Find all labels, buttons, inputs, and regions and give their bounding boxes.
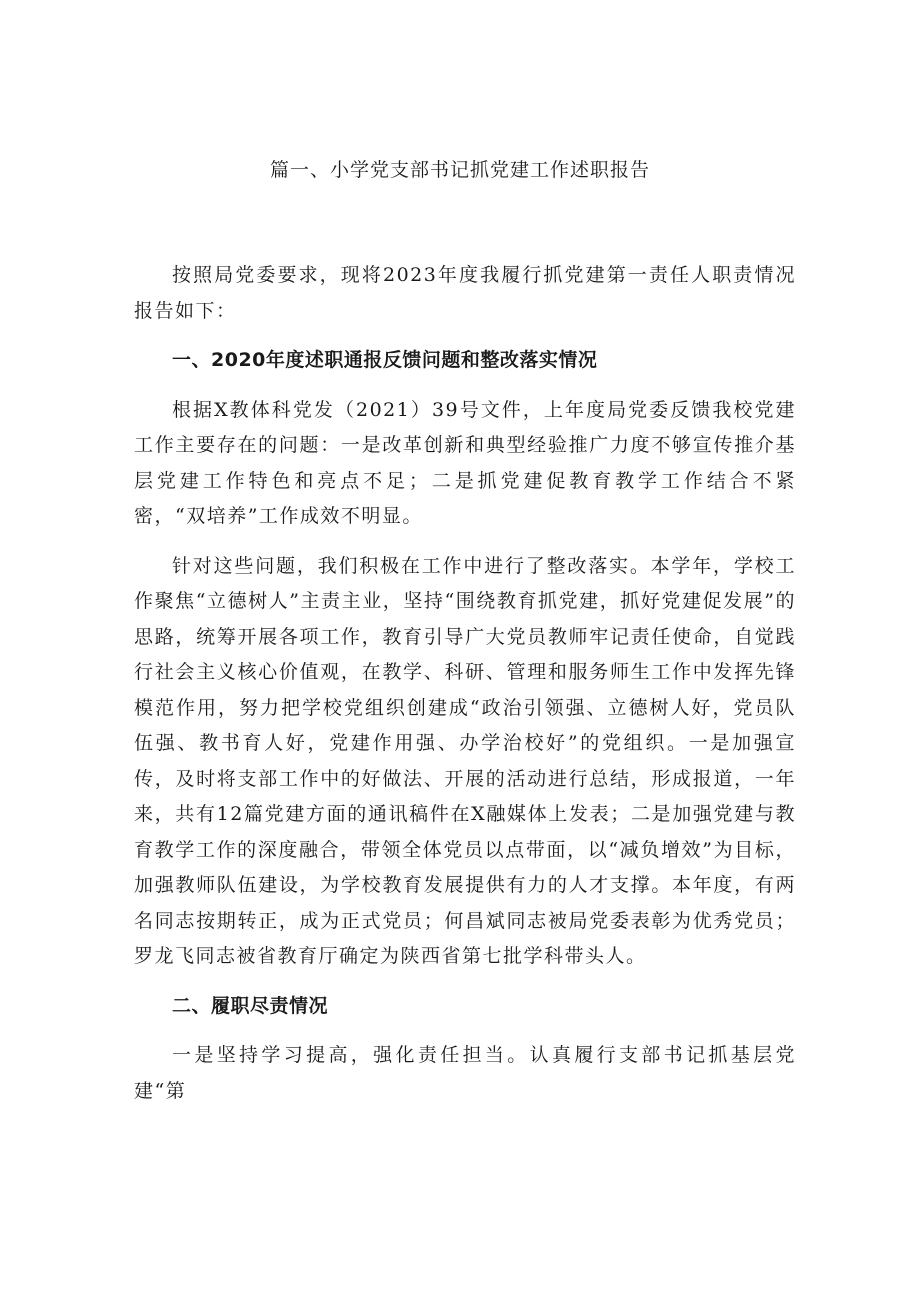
intro-paragraph: 按照局党委要求，现将2023年度我履行抓党建第一责任人职责情况报告如下：	[134, 264, 796, 322]
section2-heading: 二、履职尽责情况	[172, 994, 329, 1017]
section2-paragraph-1: 一是坚持学习提高，强化责任担当。认真履行支部书记抓基层党建“第	[134, 1044, 796, 1102]
section1-heading: 一、2020年度述职通报反馈问题和整改落实情况	[172, 349, 598, 371]
section1-paragraph-1: 根据X教体科党发（2021）39号文件，上年度局党委反馈我校党建工作主要存在的问题：一是改革创新和典型经验推广力度不够宣传推介基层党建工作特色和亮点不足；二是抓党建促教育教学工作结合不紧密，“双培养”工作成效不明显。	[134, 398, 796, 527]
document-body	[134, 258, 796, 1123]
section1-paragraph-2: 针对这些问题，我们积极在工作中进行了整改落实。本学年，学校工作聚焦“立德树人”主责主业，坚持“围绕教育抓党建，抓好党建促发展”的思路，统筹开展各项工作，教育引导广大党员教师牢记责任使命，自觉践行社会主义核心价值观，在教学、科研、管理和服务师生工作中发挥先锋模范作用，努力把学校党组织创建成“政治引领强、立德树人好，党员队伍强、教书育人好，党建作用强、办学治校好”的党组织。一是加强宣传，及时将支部工作中的好做法、开展的活动进行总结，形成报道，一年来，共有12篇党建方面的通讯稿件在X融媒体上发表；二是加强党建与教育教学工作的深度融合，带领全体党员以点带面，以“减负增效”为目标，加强教师队伍建设，为学校教育发展提供有力的人才支撑。本年度，有两名同志按期转正，成为正式党员；何昌斌同志被局党委表彰为优秀党员；罗龙飞同志被省教育厅确定为陕西省第七批学科带头人。	[134, 554, 796, 967]
document-title: 篇一、小学党支部书记抓党建工作述职报告	[269, 159, 650, 181]
